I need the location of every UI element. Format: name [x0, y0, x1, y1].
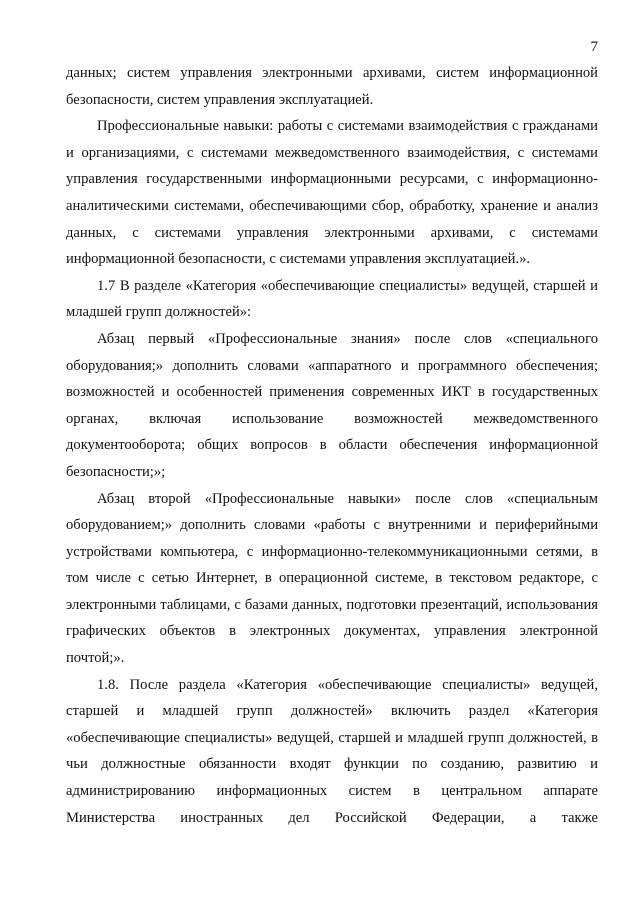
paragraph-section-1-7: 1.7 В разделе «Категория «обеспечивающие специалисты» ведущей, старшей и младшей групп должностей»: [66, 277, 598, 321]
page-number: 7 [590, 39, 598, 55]
paragraph-professional-skills: Профессиональные навыки: работы с системами взаимодействия с гражданами и организациями, с системами межведомственного взаимодействия, с системами управления государственными информационными ресурсами, с информационно-аналитическими системами, обеспечивающими сбор, обработку, хранение и анализ данных, с системами управления электронными архивами, с системами информационной безопасности, с системами управления эксплуатацией.». [66, 118, 598, 268]
paragraph-first-knowledge: Абзац первый «Профессиональные знания» после слов «специального оборудования;» дополнить словами «аппаратного и программного обеспечения; возможностей и особенностей применения современных ИКТ в государственных органах, включая использование возможностей межведомственного документооборота; общих вопросов в области обеспечения информационной безопасности;»; [66, 330, 598, 480]
paragraph-second-skills: Абзац второй «Профессиональные навыки» после слов «специальным оборудованием;» дополнить словами «работы с внутренними и периферийными устройствами компьютера, с информационно-телекоммуникационными сетями, в том числе с сетью Интернет, в операционной системе, в текстовом редакторе, с электронными таблицами, с базами данных, подготовки презентаций, использования графических объектов в электронных документах, управления электронной почтой;». [66, 490, 598, 667]
document-body [66, 60, 598, 831]
paragraph-continuation: данных; систем управления электронными архивами, систем информационной безопасности, систем управления эксплуатацией. [66, 65, 598, 108]
paragraph-section-1-8: 1.8. После раздела «Категория «обеспечивающие специалисты» ведущей, старшей и младшей групп должностей» включить раздел «Категория «обеспечивающие специалисты» ведущей, старшей и младшей групп должностей, в чьи должностные обязанности входят функции по созданию, развитию и администрированию информационных систем в центральном аппарате Министерства иностранных дел Российской Федерации, а также [66, 676, 598, 826]
